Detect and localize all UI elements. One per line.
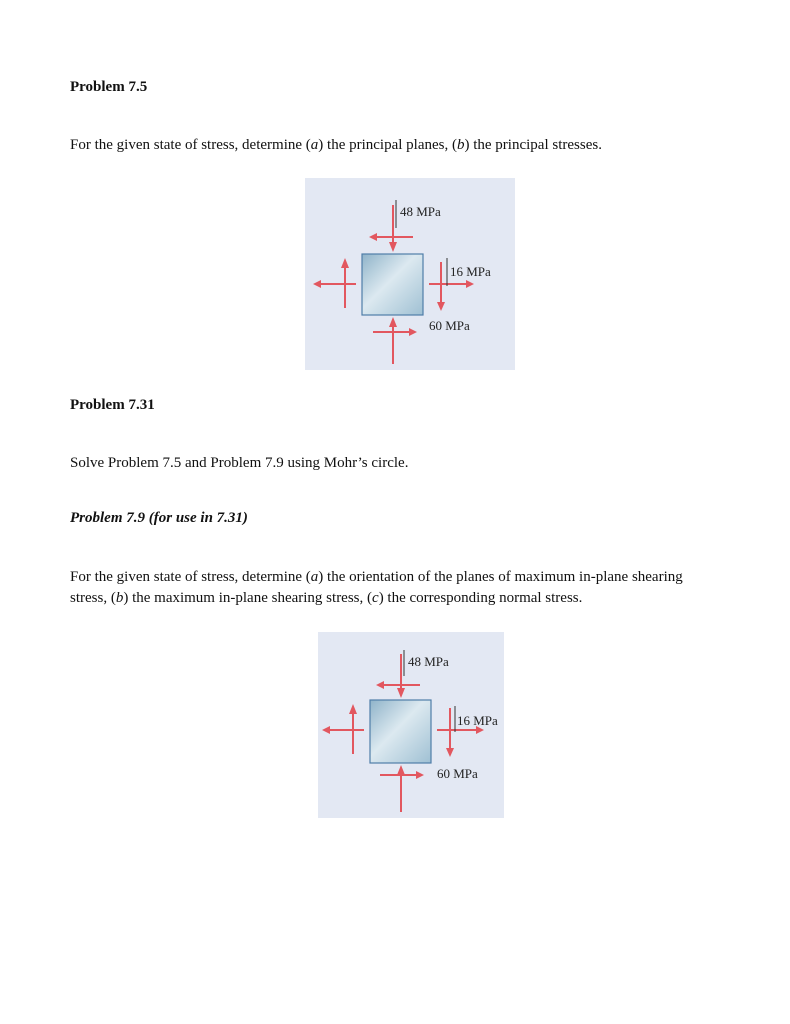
stress-element-square — [362, 254, 423, 315]
problem-7-9-line-2: stress, (b) the maximum in-plane shearing stress, (c) the corresponding normal stress. — [70, 590, 583, 606]
label-16-mpa: 16 MPa — [450, 264, 491, 279]
stress-element-square — [370, 700, 431, 763]
label-60-mpa: 60 MPa — [429, 318, 470, 333]
problem-7-5-statement: For the given state of stress, determine (a) the principal planes, (b) the principal stresses. — [70, 137, 602, 153]
label-16-mpa: 16 MPa — [457, 713, 498, 728]
label-48-mpa: 48 MPa — [400, 204, 441, 219]
label-48-mpa: 48 MPa — [408, 654, 449, 669]
problem-7-5-heading: Problem 7.5 — [70, 79, 148, 95]
label-60-mpa: 60 MPa — [437, 766, 478, 781]
problem-7-9-line-1: For the given state of stress, determine (a) the orientation of the planes of maximum in-plane shearing — [70, 569, 683, 585]
stress-element-figure-7-9 — [318, 632, 504, 818]
problem-7-9-heading: Problem 7.9 (for use in 7.31) — [70, 510, 248, 526]
stress-element-figure-7-5 — [305, 178, 515, 370]
problem-7-31-heading: Problem 7.31 — [70, 397, 155, 413]
problem-7-9-statement — [70, 567, 760, 609]
problem-7-31-statement: Solve Problem 7.5 and Problem 7.9 using Mohr’s circle. — [70, 455, 409, 471]
